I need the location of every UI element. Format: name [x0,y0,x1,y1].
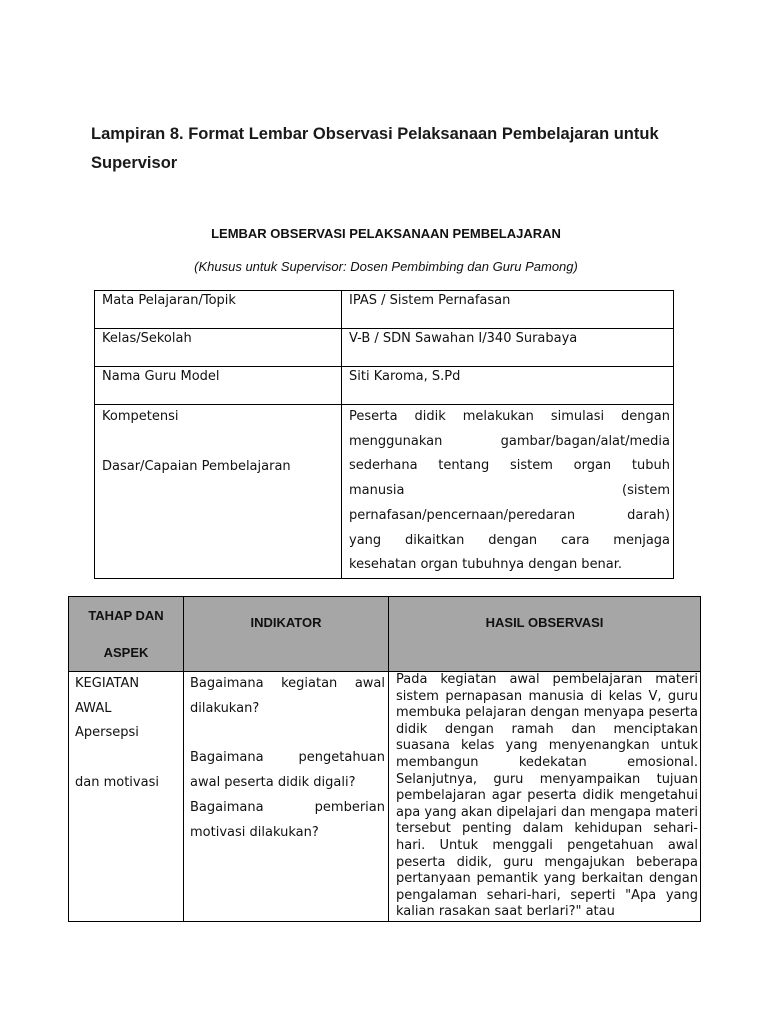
competence-value-cell [342,405,674,579]
competence-line: pernafasan/pencernaan/peredaran darah) [349,507,670,523]
indicator-line: Bagaimana pemberian [190,799,385,815]
indicator-line: awal peserta didik digali? [190,775,356,791]
competence-line: sederhana tentang sistem organ tubuh [349,458,670,474]
info-table [94,290,674,579]
competence-line: yang dikaitkan dengan cara menjaga [349,532,670,548]
info-row-class [95,329,674,367]
stage-line: KEGIATAN [75,676,140,691]
spacer [75,746,180,771]
stage-header-line2: ASPEK [103,645,149,660]
stage-line: Apersepsi [75,725,139,741]
info-row-competence [95,405,674,579]
indicator-line: dilakukan? [190,700,260,716]
form-title: LEMBAR OBSERVASI PELAKSANAAN PEMBELAJARAN [211,226,561,241]
class-label: Kelas/Sekolah [95,329,342,367]
result-header: HASIL OBSERVASI [389,597,701,672]
observation-header-row [69,597,701,672]
competence-label-line2: Dasar/Capaian Pembelajaran [102,458,291,474]
indicator-cell [184,672,389,922]
stage-line: AWAL [75,700,112,716]
competence-line: Peserta didik melakukan simulasi dengan [349,409,670,424]
indicator-line: Bagaimana kegiatan awal [190,676,385,691]
stage-cell [69,672,184,922]
appendix-heading-line2: Supervisor [91,154,178,172]
info-row-subject [95,291,674,329]
competence-line: manusia (sistem [349,483,670,499]
stage-header [69,597,184,672]
indicator-line: motivasi dilakukan? [190,824,319,840]
indicator-header: INDIKATOR [184,597,389,672]
class-value: V-B / SDN Sawahan I/340 Surabaya [342,329,674,367]
indicator-line: Bagaimana pengetahuan [190,750,385,766]
subject-value: IPAS / Sistem Pernafasan [342,291,674,329]
stage-line: dan motivasi [75,775,159,791]
stage-header-line1: TAHAP DAN [88,608,164,623]
spacer [102,430,338,455]
competence-line: menggunakan gambar/bagan/alat/media [349,433,670,449]
info-row-teacher [95,367,674,405]
competence-line: kesehatan organ tubuhnya dengan benar. [349,557,623,573]
form-subtitle: (Khusus untuk Supervisor: Dosen Pembimbing dan Guru Pamong) [194,259,578,274]
competence-label-line1: Kompetensi [102,409,179,424]
observation-row [69,672,701,922]
spacer [190,721,385,746]
appendix-heading-line1: Lampiran 8. Format Lembar Observasi Pelaksanaan Pembelajaran untuk [91,125,659,143]
teacher-label: Nama Guru Model [95,367,342,405]
competence-label-cell [95,405,342,579]
appendix-heading [91,120,691,178]
observation-table [68,596,701,922]
subject-label: Mata Pelajaran/Topik [95,291,342,329]
result-cell: Pada kegiatan awal pembelajaran materi sistem pernapasan manusia di kelas V, guru membuka pelajaran dengan menyapa peserta didik dengan ramah dan menciptakan suasana kelas yang menyenangkan untuk membangun kedekatan emosional. Selanjutnya, guru menyampaikan tujuan pembelajaran agar peserta didik mengetahui apa yang akan dipelajari dan mengapa materi tersebut penting dalam kehidupan sehari-hari. Untuk menggali pengetahuan awal peserta didik, guru mengajukan beberapa pertanyaan pemantik yang berkaitan dengan pengalaman sehari-hari, seperti "Apa yang kalian rasakan saat berlari?" atau [389,672,701,922]
teacher-value: Siti Karoma, S.Pd [342,367,674,405]
